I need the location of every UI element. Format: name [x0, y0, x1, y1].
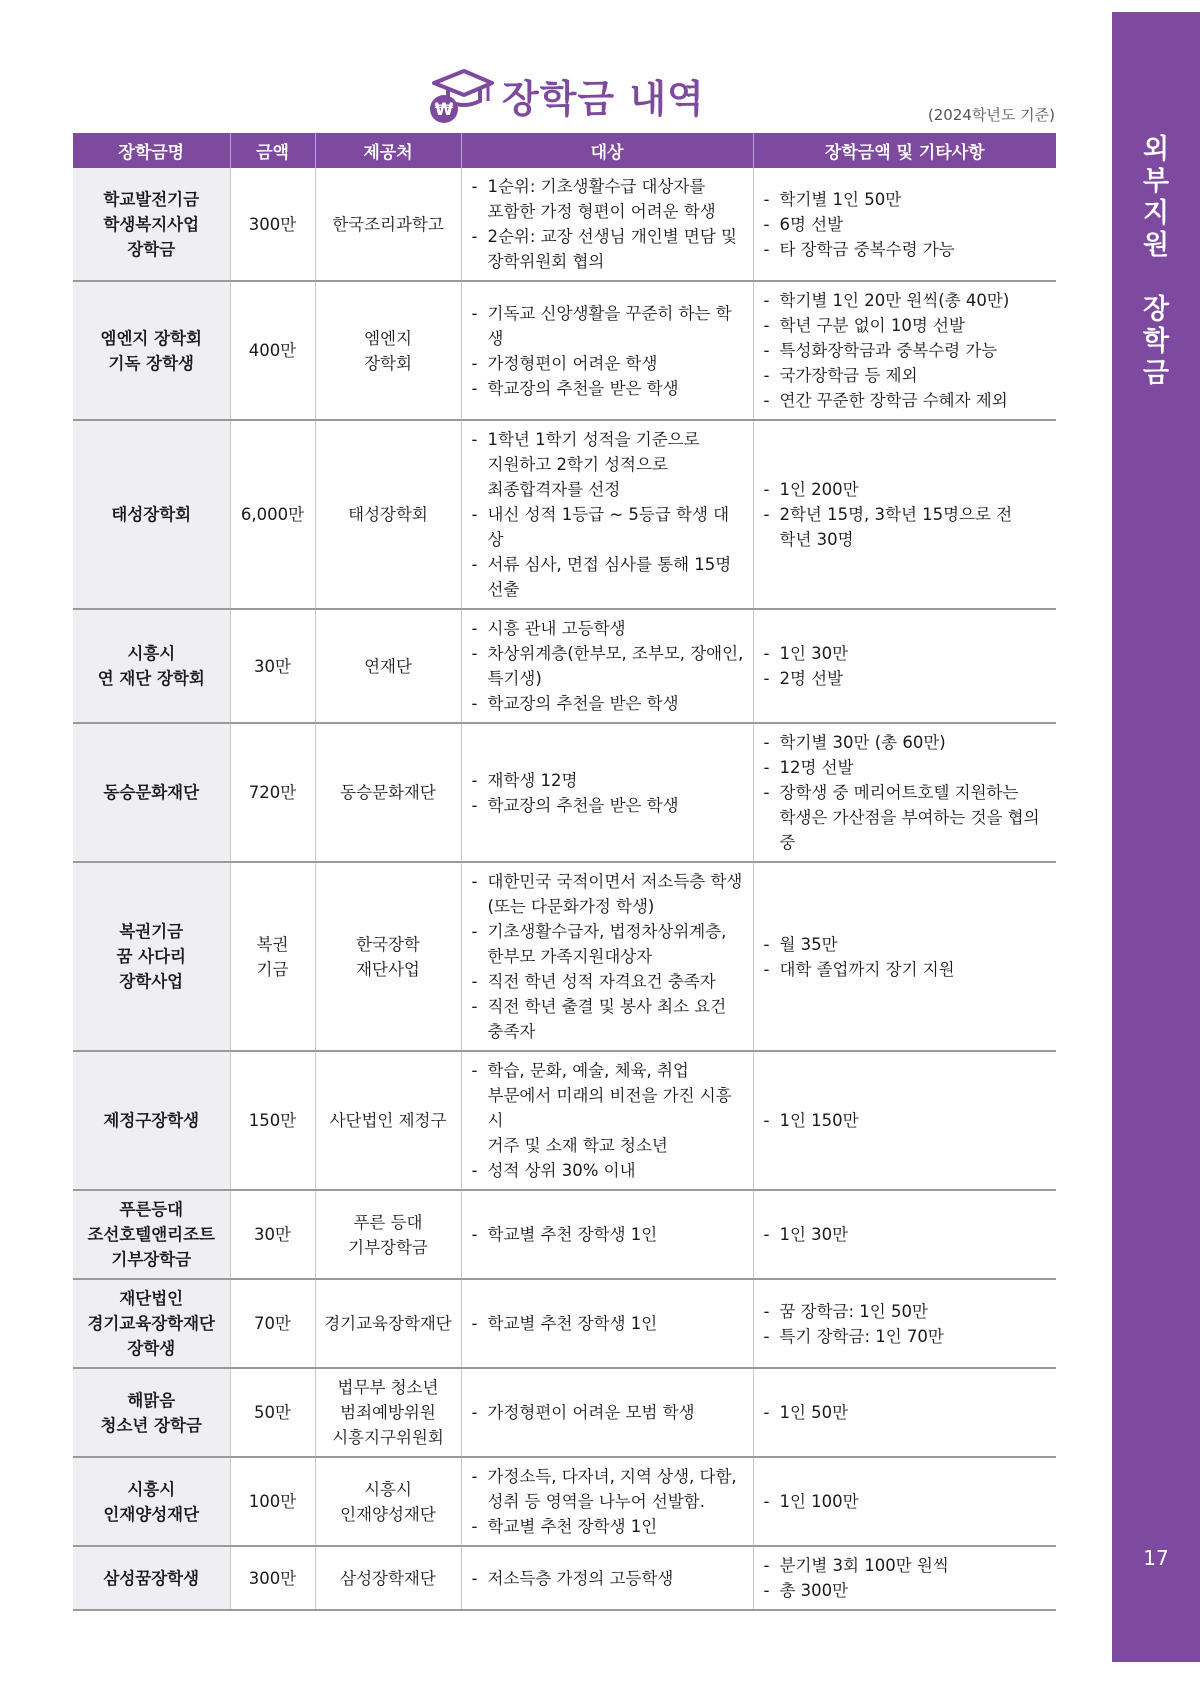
target-list-item: - 저소득층 가정의 고등학생 — [488, 1566, 745, 1591]
scholarship-provider: 시흥시 인재양성재단 — [315, 1457, 461, 1546]
scholarship-notes — [753, 609, 1056, 723]
table-row — [73, 862, 1056, 1051]
target-list-item: - 가정형편이 어려운 학생 — [488, 351, 745, 376]
table-row — [73, 723, 1056, 862]
table-row — [73, 1457, 1056, 1546]
notes-list-item: - 학기별 1인 50만 — [780, 187, 1049, 212]
scholarship-name: 삼성꿈장학생 — [73, 1546, 230, 1610]
notes-list — [762, 641, 1049, 691]
scholarship-target — [461, 1546, 753, 1610]
page-title: 장학금 내역 — [502, 76, 705, 121]
scholarship-name: 복권기금 꿈 사다리 장학사업 — [73, 862, 230, 1051]
notes-list-item: - 분기별 3회 100만 원씩 — [780, 1553, 1049, 1578]
notes-list-item: - 학기별 1인 20만 원씩(총 40만) — [780, 288, 1049, 313]
notes-list-item: - 1인 150만 — [780, 1108, 1049, 1133]
target-list-item: - 1학년 1학기 성적을 기준으로 지원하고 2학기 성적으로 최종합격자를 선정 — [488, 427, 745, 502]
scholarship-target — [461, 1368, 753, 1457]
notes-list — [762, 932, 1049, 982]
target-list-item: - 학교장의 추천을 받은 학생 — [488, 376, 745, 401]
scholarship-target — [461, 1279, 753, 1368]
target-list-item: - 시흥 관내 고등학생 — [488, 616, 745, 641]
table-row — [73, 609, 1056, 723]
scholarship-provider: 연재단 — [315, 609, 461, 723]
notes-list-item: - 타 장학금 중복수령 가능 — [780, 237, 1049, 262]
scholarship-provider: 삼성장학재단 — [315, 1546, 461, 1610]
notes-list — [762, 1299, 1049, 1349]
notes-list-item: - 2명 선발 — [780, 666, 1049, 691]
scholarship-name: 동승문화재단 — [73, 723, 230, 862]
scholarship-provider: 경기교육장학재단 — [315, 1279, 461, 1368]
scholarship-target — [461, 862, 753, 1051]
scholarship-notes — [753, 1190, 1056, 1279]
notes-list — [762, 1222, 1049, 1247]
scholarship-amount: 70만 — [230, 1279, 315, 1368]
scholarship-name: 학교발전기금 학생복지사업 장학금 — [73, 168, 230, 281]
scholarship-notes — [753, 1279, 1056, 1368]
notes-list — [762, 288, 1049, 413]
table-row — [73, 420, 1056, 609]
scholarship-target — [461, 1190, 753, 1279]
target-list — [470, 301, 745, 401]
target-list — [470, 1464, 745, 1539]
notes-list-item: - 1인 30만 — [780, 1222, 1049, 1247]
scholarship-notes — [753, 862, 1056, 1051]
target-list — [470, 869, 745, 1044]
scholarship-provider: 동승문화재단 — [315, 723, 461, 862]
scholarship-name: 엠엔지 장학회 기독 장학생 — [73, 281, 230, 420]
target-list-item: - 직전 학년 출결 및 봉사 최소 요건 충족자 — [488, 994, 745, 1044]
notes-list — [762, 730, 1049, 855]
target-list — [470, 1566, 745, 1591]
target-list-item: - 학교장의 추천을 받은 학생 — [488, 793, 745, 818]
header-target: 대상 — [461, 133, 753, 168]
target-list — [470, 1311, 745, 1336]
scholarship-notes — [753, 1368, 1056, 1457]
target-list-item: - 기독교 신앙생활을 꾸준히 하는 학생 — [488, 301, 745, 351]
notes-list — [762, 477, 1049, 552]
scholarship-name: 제정구장학생 — [73, 1051, 230, 1190]
scholarship-provider: 엠엔지 장학회 — [315, 281, 461, 420]
target-list-item: - 학교별 추천 장학생 1인 — [488, 1311, 745, 1336]
target-list-item: - 성적 상위 30% 이내 — [488, 1158, 745, 1183]
scholarship-name: 재단법인 경기교육장학재단 장학생 — [73, 1279, 230, 1368]
target-list-item: - 기초생활수급자, 법정차상위계층, 한부모 가족지원대상자 — [488, 919, 745, 969]
notes-list — [762, 1553, 1049, 1603]
table-header-row — [73, 133, 1056, 168]
notes-list-item: - 1인 30만 — [780, 641, 1049, 666]
scholarship-target — [461, 168, 753, 281]
target-list — [470, 616, 745, 716]
scholarship-provider: 사단법인 제정구 — [315, 1051, 461, 1190]
table-row — [73, 281, 1056, 420]
target-list-item: - 차상위계층(한부모, 조부모, 장애인, 특기생) — [488, 641, 745, 691]
graduation-cap-won-icon — [426, 63, 494, 127]
header-name: 장학금명 — [73, 133, 230, 168]
notes-list — [762, 1108, 1049, 1133]
scholarship-target — [461, 1457, 753, 1546]
section-sidebar — [1112, 12, 1200, 1662]
scholarship-target — [461, 281, 753, 420]
scholarship-notes — [753, 420, 1056, 609]
notes-list-item: - 연간 꾸준한 장학금 수혜자 제외 — [780, 388, 1049, 413]
target-list-item: - 학교장의 추천을 받은 학생 — [488, 691, 745, 716]
scholarship-provider: 태성장학회 — [315, 420, 461, 609]
table-row — [73, 1190, 1056, 1279]
header-provider: 제공처 — [315, 133, 461, 168]
scholarship-target — [461, 723, 753, 862]
notes-list-item: - 학년 구분 없이 10명 선발 — [780, 313, 1049, 338]
target-list — [470, 1058, 745, 1183]
notes-list-item: - 1인 50만 — [780, 1400, 1049, 1425]
scholarship-provider: 한국조리과학고 — [315, 168, 461, 281]
target-list — [470, 174, 745, 274]
table-row — [73, 1051, 1056, 1190]
basis-note: (2024학년도 기준) — [927, 106, 1055, 124]
target-list-item: - 2순위: 교장 선생님 개인별 면담 및 장학위원회 협의 — [488, 224, 745, 274]
section-title: 외 부 지 원 장 학 금 — [1142, 134, 1170, 389]
notes-list-item: - 1인 200만 — [780, 477, 1049, 502]
notes-list-item: - 2학년 15명, 3학년 15명으로 전 학년 30명 — [780, 502, 1049, 552]
notes-list-item: - 대학 졸업까지 장기 지원 — [780, 957, 1049, 982]
scholarship-amount: 100만 — [230, 1457, 315, 1546]
scholarship-amount: 30만 — [230, 609, 315, 723]
target-list — [470, 768, 745, 818]
header-notes: 장학금액 및 기타사항 — [753, 133, 1056, 168]
target-list-item: - 직전 학년 성적 자격요건 충족자 — [488, 969, 745, 994]
scholarship-amount: 720만 — [230, 723, 315, 862]
scholarship-amount: 30만 — [230, 1190, 315, 1279]
scholarship-amount: 50만 — [230, 1368, 315, 1457]
scholarship-provider: 법무부 청소년 범죄예방위원 시흥지구위원회 — [315, 1368, 461, 1457]
target-list-item: - 1순위: 기초생활수급 대상자를 포함한 가정 형편이 어려운 학생 — [488, 174, 745, 224]
scholarship-name: 푸른등대 조선호텔앤리조트 기부장학금 — [73, 1190, 230, 1279]
scholarship-target — [461, 1051, 753, 1190]
target-list-item: - 학교별 추천 장학생 1인 — [488, 1222, 745, 1247]
target-list-item: - 가정소득, 다자녀, 지역 상생, 다함, 성취 등 영역을 나누어 선발함. — [488, 1464, 745, 1514]
scholarship-amount: 6,000만 — [230, 420, 315, 609]
scholarship-notes — [753, 168, 1056, 281]
page-number: 17 — [1143, 1546, 1169, 1570]
notes-list — [762, 1489, 1049, 1514]
scholarship-provider: 푸른 등대 기부장학금 — [315, 1190, 461, 1279]
scholarship-provider: 한국장학 재단사업 — [315, 862, 461, 1051]
scholarship-name: 시흥시 인재양성재단 — [73, 1457, 230, 1546]
notes-list — [762, 187, 1049, 262]
scholarship-amount: 150만 — [230, 1051, 315, 1190]
target-list — [470, 1400, 745, 1425]
target-list-item: - 내신 성적 1등급 ~ 5등급 학생 대상 — [488, 502, 745, 552]
notes-list-item: - 특기 장학금: 1인 70만 — [780, 1324, 1049, 1349]
scholarship-name: 시흥시 연 재단 장학회 — [73, 609, 230, 723]
scholarship-amount: 300만 — [230, 1546, 315, 1610]
notes-list — [762, 1400, 1049, 1425]
target-list-item: - 대한민국 국적이면서 저소득층 학생 (또는 다문화가정 학생) — [488, 869, 745, 919]
notes-list-item: - 6명 선발 — [780, 212, 1049, 237]
notes-list-item: - 1인 100만 — [780, 1489, 1049, 1514]
scholarship-target — [461, 420, 753, 609]
target-list-item: - 재학생 12명 — [488, 768, 745, 793]
notes-list-item: - 장학생 중 메리어트호텔 지원하는 학생은 가산점을 부여하는 것을 협의 중 — [780, 780, 1049, 855]
target-list-item: - 학교별 추천 장학생 1인 — [488, 1514, 745, 1539]
scholarship-table — [73, 133, 1056, 1611]
scholarship-target — [461, 609, 753, 723]
notes-list-item: - 총 300만 — [780, 1578, 1049, 1603]
table-row — [73, 1279, 1056, 1368]
target-list — [470, 427, 745, 602]
scholarship-notes — [753, 1546, 1056, 1610]
table-row — [73, 168, 1056, 281]
scholarship-notes — [753, 1051, 1056, 1190]
target-list — [470, 1222, 745, 1247]
target-list-item: - 가정형편이 어려운 모범 학생 — [488, 1400, 745, 1425]
page-header — [426, 60, 705, 130]
scholarship-name: 해맑음 청소년 장학금 — [73, 1368, 230, 1457]
table-row — [73, 1368, 1056, 1457]
notes-list-item: - 학기별 30만 (총 60만) — [780, 730, 1049, 755]
notes-list-item: - 특성화장학금과 중복수령 가능 — [780, 338, 1049, 363]
notes-list-item: - 월 35만 — [780, 932, 1049, 957]
scholarship-amount: 복권 기금 — [230, 862, 315, 1051]
target-list-item: - 서류 심사, 면접 심사를 통해 15명 선출 — [488, 552, 745, 602]
header-amount: 금액 — [230, 133, 315, 168]
scholarship-notes — [753, 281, 1056, 420]
scholarship-notes — [753, 1457, 1056, 1546]
table-row — [73, 1546, 1056, 1610]
notes-list-item: - 12명 선발 — [780, 755, 1049, 780]
svg-text:₩: ₩ — [434, 100, 454, 120]
notes-list-item: - 꿈 장학금: 1인 50만 — [780, 1299, 1049, 1324]
notes-list-item: - 국가장학금 등 제외 — [780, 363, 1049, 388]
scholarship-notes — [753, 723, 1056, 862]
scholarship-amount: 400만 — [230, 281, 315, 420]
scholarship-amount: 300만 — [230, 168, 315, 281]
target-list-item: - 학습, 문화, 예술, 체육, 취업 부문에서 미래의 비전을 가진 시흥시 거주 및 소재 학교 청소년 — [488, 1058, 745, 1158]
scholarship-name: 태성장학회 — [73, 420, 230, 609]
